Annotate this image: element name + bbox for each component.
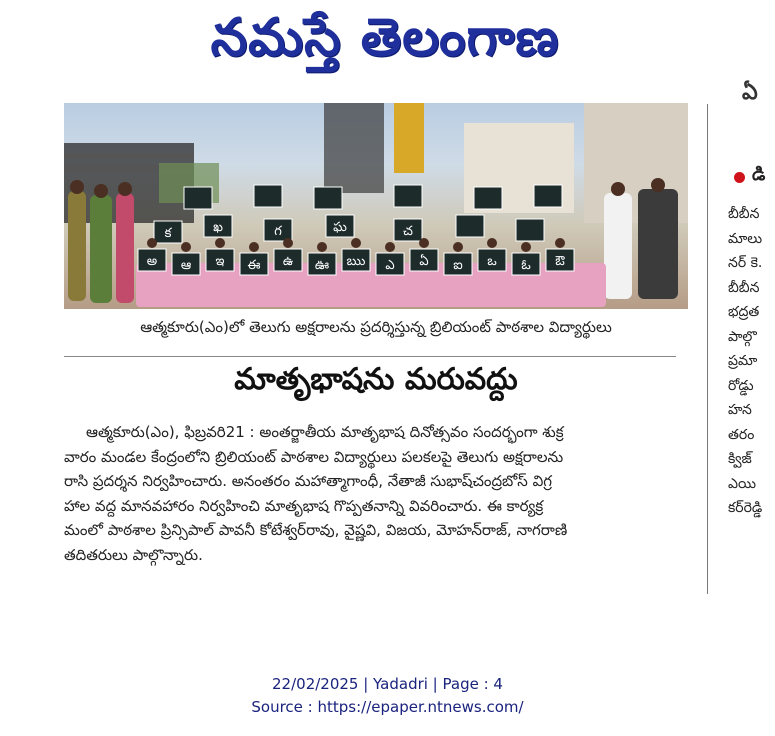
adjacent-line: కర్‌రెడ్డి bbox=[728, 500, 763, 516]
adjacent-article-clip bbox=[728, 80, 775, 600]
article-line: వారం మండల కేంద్రంలోని బ్రిలియంట్ పాఠశాల విద్యార్థులు పలకలపై తెలుగు అక్షరాలను bbox=[64, 447, 564, 466]
slate-letter: ఉ bbox=[282, 254, 294, 269]
adjacent-line: నర్ కె. bbox=[728, 255, 763, 271]
caption-divider bbox=[64, 356, 676, 357]
adjacent-body bbox=[728, 202, 762, 521]
adjacent-line: బీబీన bbox=[728, 279, 760, 296]
slate-letter: ఖ bbox=[213, 220, 223, 235]
slate-letter: ఒ bbox=[487, 254, 497, 269]
article-body bbox=[64, 420, 688, 567]
slate-letter: ఎ bbox=[385, 258, 395, 273]
column-divider bbox=[707, 104, 708, 594]
article-line: హాల వద్ద మానవహారం నిర్వహించి మాతృభాష గొప్పతనాన్ని వివరించారు. ఈ కార్యక్ర bbox=[64, 496, 544, 515]
slate-letter: ఈ bbox=[247, 258, 261, 273]
adjacent-line: ప్రమా bbox=[728, 353, 758, 369]
adjacent-headline: డి bbox=[752, 164, 766, 185]
slate-letter: చ bbox=[403, 224, 413, 239]
news-photo-illustration bbox=[64, 103, 688, 309]
news-photo bbox=[64, 103, 688, 309]
slate-letter: ఆ bbox=[180, 258, 192, 273]
slate-letter: ఊ bbox=[314, 258, 330, 273]
slate-letter: ఔ bbox=[555, 254, 565, 269]
adjacent-line: ఎయి bbox=[728, 475, 756, 492]
slate-letter: ఓ bbox=[521, 258, 531, 273]
article-line: తదితరులు పాల్గొన్నారు. bbox=[64, 545, 203, 564]
adjacent-line: మాలు bbox=[728, 230, 763, 247]
slate-letter: ఘ bbox=[333, 220, 347, 235]
adjacent-line: పాల్గొ bbox=[728, 328, 757, 345]
slate-letter: ఋ bbox=[346, 254, 366, 269]
footer-source[interactable]: Source : https://epaper.ntnews.com/ bbox=[251, 698, 524, 716]
article-line: ఆత్మకూరు(ఎం), ఫిబ్రవరి21 : అంతర్జాతీయ మాతృభాష దినోత్సవం సందర్భంగా శుక్ర bbox=[86, 423, 564, 441]
masthead-title: నమస్తే తెలంగాణ bbox=[210, 7, 560, 68]
article-line: మంలో పాఠశాల ప్రిన్సిపాల్ పావనీ కోటేశ్వర్‌రావు, వైష్ణవి, విజయ, మోహన్‌రాజ్, నాగరాణి bbox=[64, 521, 568, 539]
slate-letter: ఇ bbox=[215, 254, 225, 269]
adjacent-line: క్విజ్ bbox=[728, 451, 752, 467]
slate-letter: ఐ bbox=[453, 258, 463, 273]
article-line: రాసి ప్రదర్శన నిర్వహించారు. అనంతరం మహాత్మాగాంధీ, నేతాజీ సుభాష్‌చంద్రబోస్ విగ్ర bbox=[64, 472, 552, 490]
adjacent-top-text: ఏ bbox=[742, 80, 758, 105]
masthead bbox=[170, 4, 600, 84]
slate-letter: గ bbox=[274, 224, 282, 239]
slate-letter: క bbox=[164, 226, 172, 241]
adjacent-line: తరం bbox=[728, 426, 755, 443]
slate-letter: ఏ bbox=[419, 254, 429, 269]
adjacent-line: బీబీన bbox=[728, 206, 760, 222]
adjacent-line: రోడ్డు bbox=[728, 377, 754, 394]
adjacent-line: హన bbox=[728, 402, 752, 418]
slate-letter: అ bbox=[146, 254, 158, 269]
red-bullet-icon bbox=[734, 172, 745, 183]
footer-date-page: 22/02/2025 | Yadadri | Page : 4 bbox=[272, 675, 503, 693]
photo-caption: ఆత్మకూరు(ఎం)లో తెలుగు అక్షరాలను ప్రదర్శిస్తున్న బ్రిలియంట్ పాఠశాల విద్యార్థులు bbox=[140, 318, 612, 336]
article-headline: మాతృభాషను మరువద్దు bbox=[234, 362, 518, 397]
adjacent-line: భద్రత bbox=[728, 304, 760, 320]
